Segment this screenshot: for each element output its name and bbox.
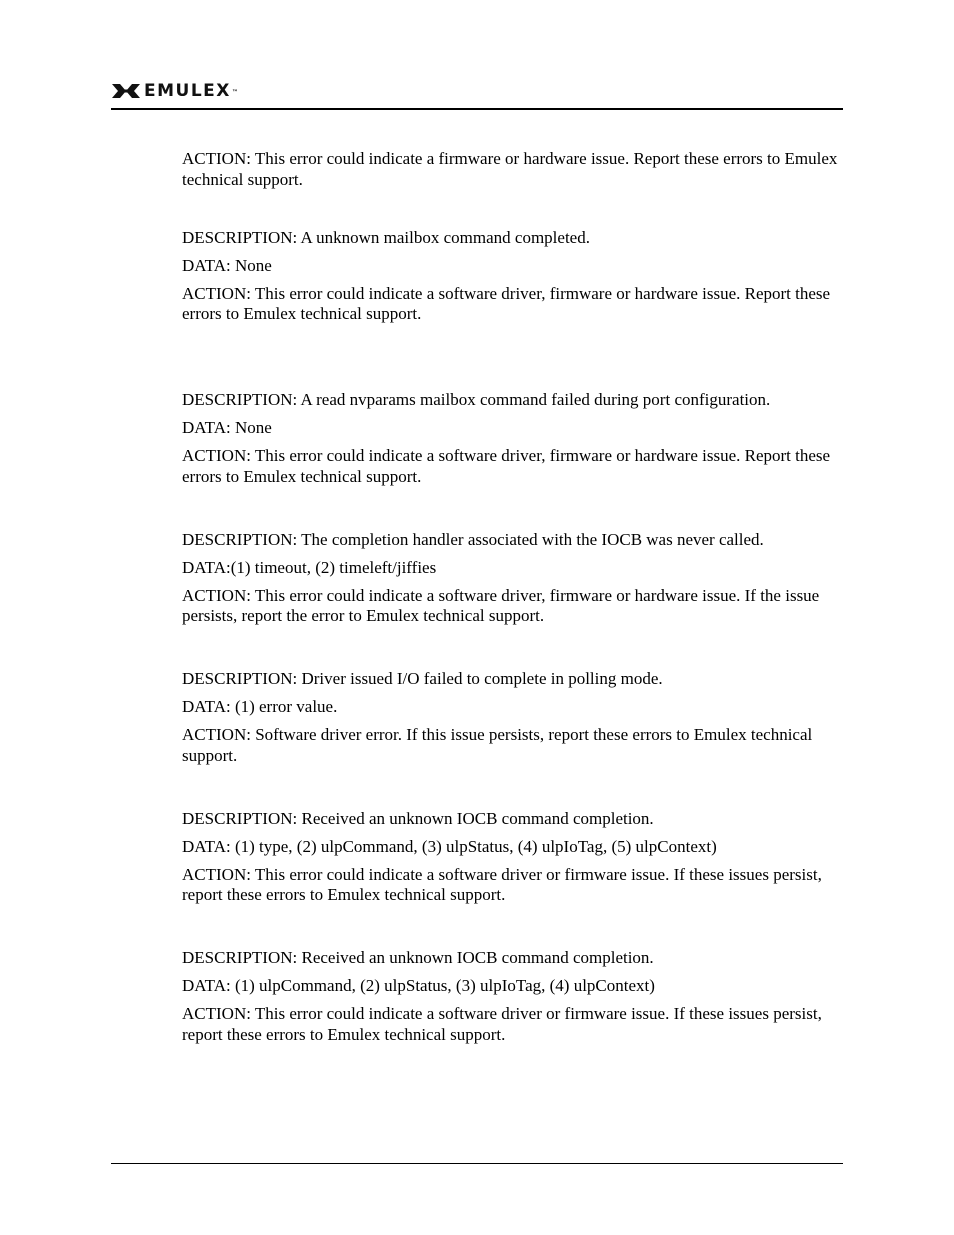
description-text: DESCRIPTION: A read nvparams mailbox command failed during port configuration.	[182, 390, 771, 409]
description-text: DESCRIPTION: Driver issued I/O failed to complete in polling mode.	[182, 669, 663, 688]
data-text: DATA: (1) ulpCommand, (2) ulpStatus, (3) ulpIoTag, (4) ulpContext)	[182, 976, 655, 995]
logo-wordmark: EMULEX™	[144, 81, 240, 101]
message-entry-5	[182, 669, 844, 766]
description-text: DESCRIPTION: Received an unknown IOCB command completion.	[182, 808, 654, 828]
action-text: ACTION: This error could indicate a software driver or firmware issue. If these issues persist, report these errors to Emulex technical support.	[182, 1004, 822, 1044]
emulex-logo	[111, 80, 239, 102]
action-text: ACTION: Software driver error. If this issue persists, report these errors to Emulex technical support.	[182, 725, 813, 765]
emulex-logo-mark-icon	[111, 82, 141, 100]
action-text: ACTION: This error could indicate a software driver, firmware or hardware issue. If the issue persists, report the error to Emulex technical support.	[182, 585, 820, 625]
data-text: DATA: (1) error value.	[182, 697, 338, 716]
data-text: DATA: None	[182, 418, 272, 437]
data-text: DATA: None	[182, 255, 272, 275]
header-rule	[111, 108, 843, 110]
action-text: ACTION: This error could indicate a software driver, firmware or hardware issue. Report these errors to Emulex technical support.	[182, 283, 831, 323]
page-header	[111, 80, 843, 110]
data-text: DATA:(1) timeout, (2) timeleft/jiffies	[182, 557, 437, 577]
message-entry-3	[182, 390, 844, 487]
message-entry-1	[182, 149, 844, 190]
data-text: DATA: (1) type, (2) ulpCommand, (3) ulpStatus, (4) ulpIoTag, (5) ulpContext)	[182, 836, 717, 856]
message-entry-2	[182, 228, 844, 325]
action-text: ACTION: This error could indicate a software driver, firmware or hardware issue. Report these errors to Emulex technical support.	[182, 446, 831, 486]
description-text: DESCRIPTION: A unknown mailbox command completed.	[182, 227, 590, 247]
message-entry-7	[182, 948, 844, 1045]
footer-rule	[111, 1163, 843, 1164]
document-body	[182, 149, 844, 1053]
action-text: ACTION: This error could indicate a firmware or hardware issue. Report these errors to Emulex technical support.	[182, 149, 838, 189]
description-text: DESCRIPTION: Received an unknown IOCB command completion.	[182, 948, 654, 967]
action-text: ACTION: This error could indicate a software driver or firmware issue. If these issues persist, report these errors to Emulex technical support.	[182, 864, 822, 904]
message-entry-4	[182, 530, 844, 627]
message-entry-6	[182, 809, 844, 906]
trademark-symbol: ™	[231, 89, 240, 96]
description-text: DESCRIPTION: The completion handler associated with the IOCB was never called.	[182, 529, 764, 549]
